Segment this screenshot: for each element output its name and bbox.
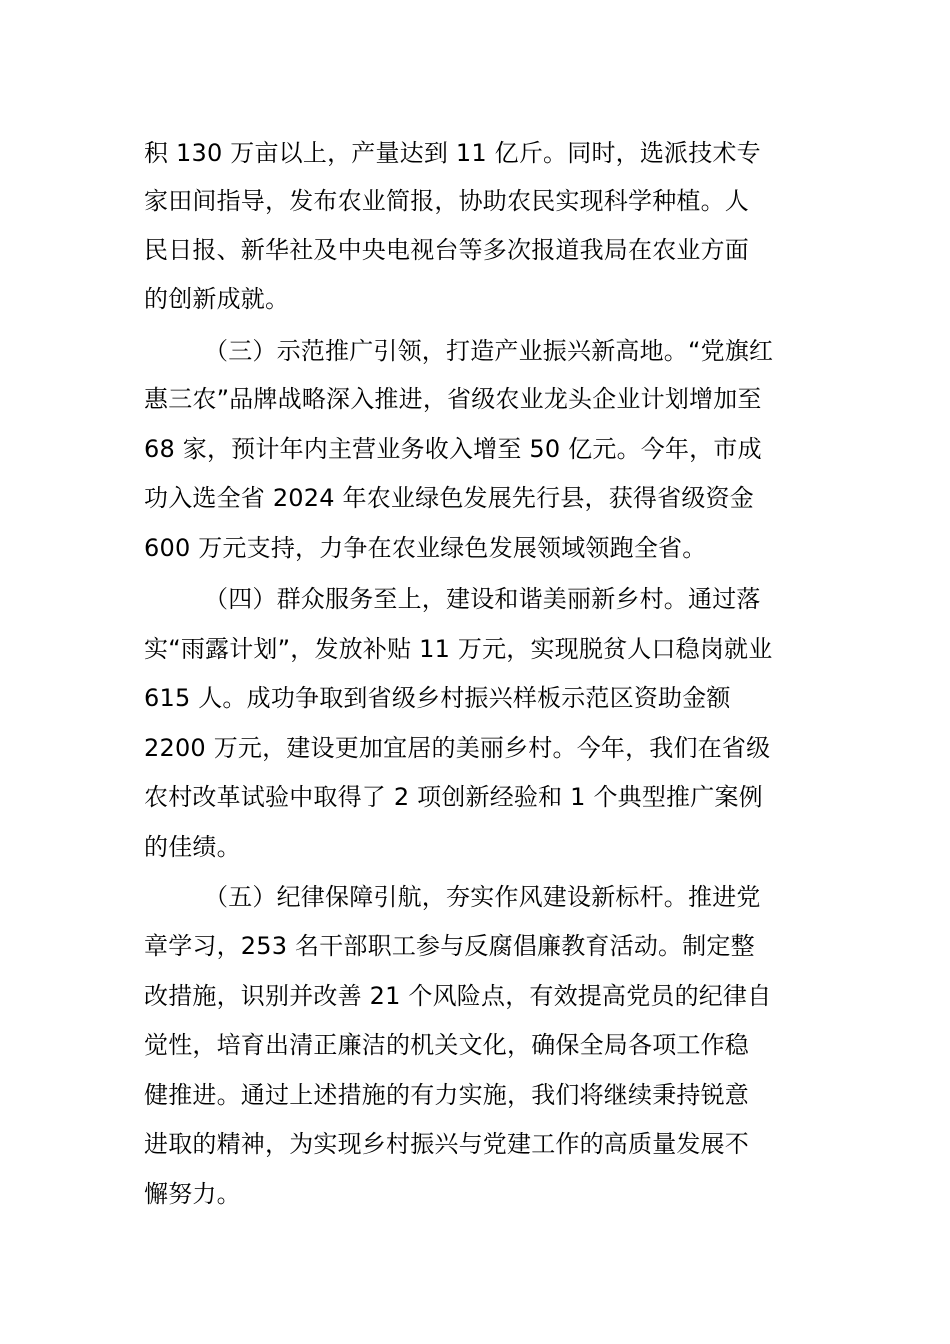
text-line: 农村改革试验中取得了 2 项创新经验和 1 个典型推广案例 [144,783,763,811]
text-line: 健推进。通过上述措施的有力实施，我们将继续秉持锐意 [144,1081,749,1109]
section-heading-line: （三）示范推广引领，打造产业振兴新高地。“党旗红 [204,337,774,365]
text-line: 觉性，培育出清正廉洁的机关文化，确保全局各项工作稳 [144,1031,749,1059]
text-line: 600 万元支持，力争在农业绿色发展领域领跑全省。 [144,534,707,562]
text-line: 章学习，253 名干部职工参与反腐倡廉教育活动。制定整 [144,932,755,960]
text-line: 改措施，识别并改善 21 个风险点，有效提高党员的纪律自 [144,982,772,1010]
text-line: 惠三农”品牌战略深入推进，省级农业龙头企业计划增加至 [144,385,762,413]
text-line: 懈努力。 [144,1180,241,1208]
section-heading-line: （四）群众服务至上，建设和谐美丽新乡村。通过落 [204,585,761,613]
text-line: 的创新成就。 [144,285,290,313]
text-line: 民日报、新华社及中央电视台等多次报道我局在农业方面 [144,236,749,264]
text-line: 68 家，预计年内主营业务收入增至 50 亿元。今年，市成 [144,435,762,463]
text-line: 功入选全省 2024 年农业绿色发展先行县，获得省级资金 [144,484,754,512]
text-line: 2200 万元，建设更加宜居的美丽乡村。今年，我们在省级 [144,734,771,762]
text-line: 积 130 万亩以上，产量达到 11 亿斤。同时，选派技术专 [144,139,761,167]
text-line: 的佳绩。 [144,833,241,861]
text-line: 实“雨露计划”，发放补贴 11 万元，实现脱贫人口稳岗就业 [144,635,773,663]
text-line: 615 人。成功争取到省级乡村振兴样板示范区资助金额 [144,684,731,712]
text-line: 家田间指导，发布农业简报，协助农民实现科学种植。人 [144,187,749,215]
text-line: 进取的精神，为实现乡村振兴与党建工作的高质量发展不 [144,1130,749,1158]
section-heading-line: （五）纪律保障引航，夯实作风建设新标杆。推进党 [204,883,761,911]
